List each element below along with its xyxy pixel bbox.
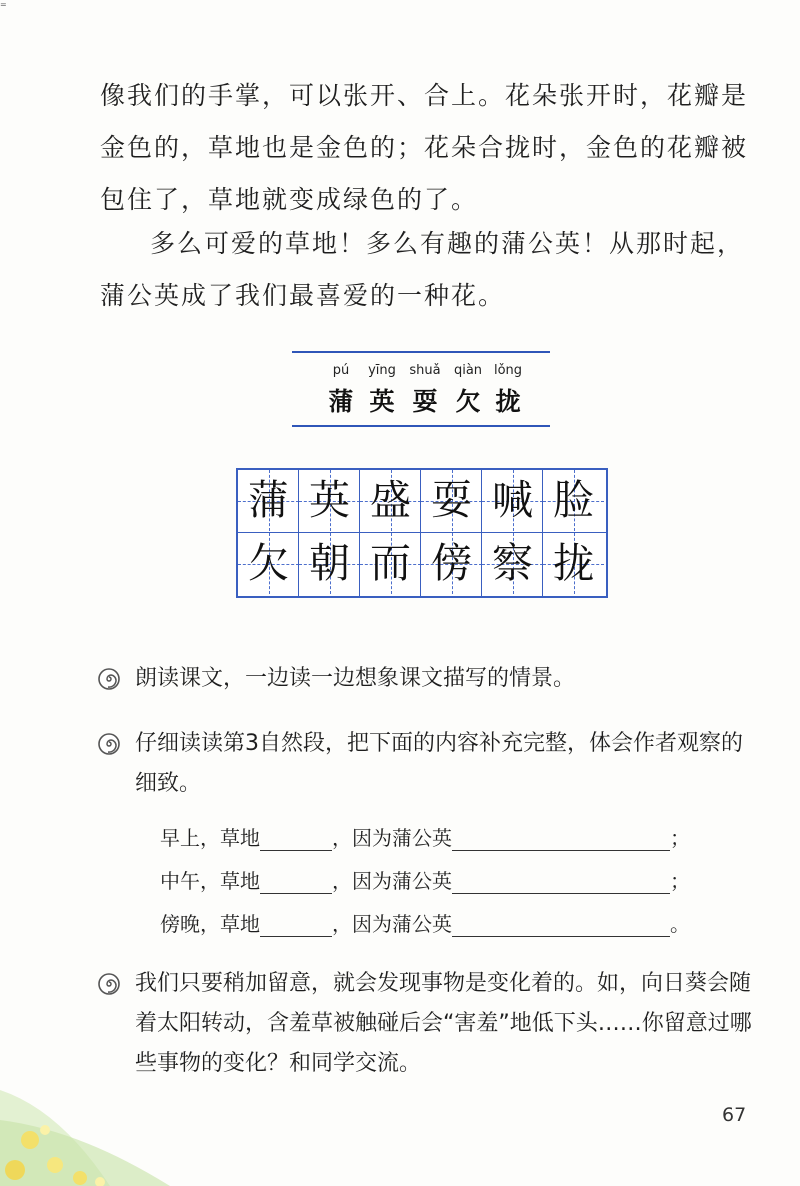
grid-char: 拢 — [553, 539, 594, 587]
grid-char: 盛 — [370, 476, 411, 524]
fill-in-label: 早上，草地 — [160, 826, 260, 850]
pinyin-qian: qiàn — [453, 363, 483, 378]
grid-cell — [360, 533, 421, 594]
vocab-char-qian: 欠 — [455, 387, 481, 416]
vocab-char-pu: 蒲 — [328, 387, 354, 416]
blank-field[interactable] — [260, 869, 332, 894]
fill-in-evening — [160, 908, 690, 938]
fill-in-morning — [160, 822, 690, 852]
vocab-char-shua: 耍 — [412, 387, 438, 416]
grid-char: 傍 — [431, 539, 472, 587]
passage-paragraph-2: 多么可爱的草地！多么有趣的蒲公英！从那时起，蒲公英成了我们最喜爱的一种花。 — [100, 229, 745, 310]
grid-char: 察 — [492, 539, 533, 587]
spiral-icon — [98, 973, 120, 995]
fill-in-label: ，因为蒲公英 — [332, 826, 452, 850]
blank-field[interactable] — [452, 869, 670, 894]
spiral-icon — [98, 668, 120, 690]
blank-field[interactable] — [452, 826, 670, 851]
exercise-3-text: 我们只要稍加留意，就会发现事物是变化着的。如，向日葵会随着太阳转动，含羞草被触碰后会“害羞”地低下头……你留意过哪些事物的变化？和同学交流。 — [135, 971, 752, 1076]
grid-cell — [238, 533, 299, 594]
page-number: 67 — [722, 1104, 747, 1126]
grid-divider — [420, 470, 421, 596]
grid-char: 而 — [370, 539, 411, 587]
pinyin-shua: shuǎ — [409, 363, 441, 378]
vocab-char-ying: 英 — [369, 387, 395, 416]
exercise-1-text: 朗读课文，一边读一边想象课文描写的情景。 — [135, 666, 576, 691]
vocab-char-row — [292, 382, 550, 416]
corner-mark: = — [0, 0, 7, 9]
pinyin-pu: pú — [332, 363, 350, 378]
fill-in-noon — [160, 865, 690, 895]
grid-cell — [360, 470, 421, 531]
fill-in-punct: ； — [670, 869, 690, 893]
blank-field[interactable] — [260, 826, 332, 851]
grid-cell — [238, 470, 299, 531]
grid-char: 欠 — [248, 539, 289, 587]
grid-char: 蒲 — [248, 476, 289, 524]
grid-cell — [299, 470, 360, 531]
grid-cell — [543, 533, 604, 594]
fill-in-label: 中午，草地 — [160, 869, 260, 893]
fill-in-label: 傍晚，草地 — [160, 912, 260, 936]
grid-divider — [542, 470, 543, 596]
grid-cell — [421, 470, 482, 531]
grid-divider — [359, 470, 360, 596]
pinyin-ying: yīng — [368, 363, 396, 378]
pinyin-row — [292, 363, 550, 381]
grid-cell — [482, 533, 543, 594]
vocabulary-box — [292, 351, 550, 427]
grid-char: 英 — [309, 476, 350, 524]
pinyin-long: lǒng — [493, 363, 523, 378]
grid-divider — [481, 470, 482, 596]
fill-in-label: ，因为蒲公英 — [332, 912, 452, 936]
fill-in-punct: 。 — [670, 912, 690, 936]
grid-char: 脸 — [553, 476, 594, 524]
fill-in-punct: ； — [670, 826, 690, 850]
grid-cell — [299, 533, 360, 594]
flower-decoration-icon — [0, 1070, 210, 1186]
exercise-2-text: 仔细读读第3自然段，把下面的内容补充完整，体会作者观察的细致。 — [135, 731, 743, 796]
fill-in-label: ，因为蒲公英 — [332, 869, 452, 893]
spiral-icon — [98, 733, 120, 755]
grid-cell — [421, 533, 482, 594]
grid-cell — [482, 470, 543, 531]
character-writing-grid — [236, 468, 608, 598]
blank-field[interactable] — [452, 912, 670, 937]
grid-cell — [543, 470, 604, 531]
vocab-char-long: 拢 — [495, 387, 521, 416]
grid-char: 朝 — [309, 539, 350, 587]
blank-field[interactable] — [260, 912, 332, 937]
grid-char: 喊 — [492, 476, 533, 524]
grid-divider — [238, 532, 606, 533]
grid-char: 耍 — [431, 476, 472, 524]
grid-divider — [298, 470, 299, 596]
passage-paragraph-1: 像我们的手掌，可以张开、合上。花朵张开时，花瓣是金色的，草地也是金色的；花朵合拢时，金色的花瓣被包住了，草地就变成绿色的了。 — [100, 81, 749, 214]
